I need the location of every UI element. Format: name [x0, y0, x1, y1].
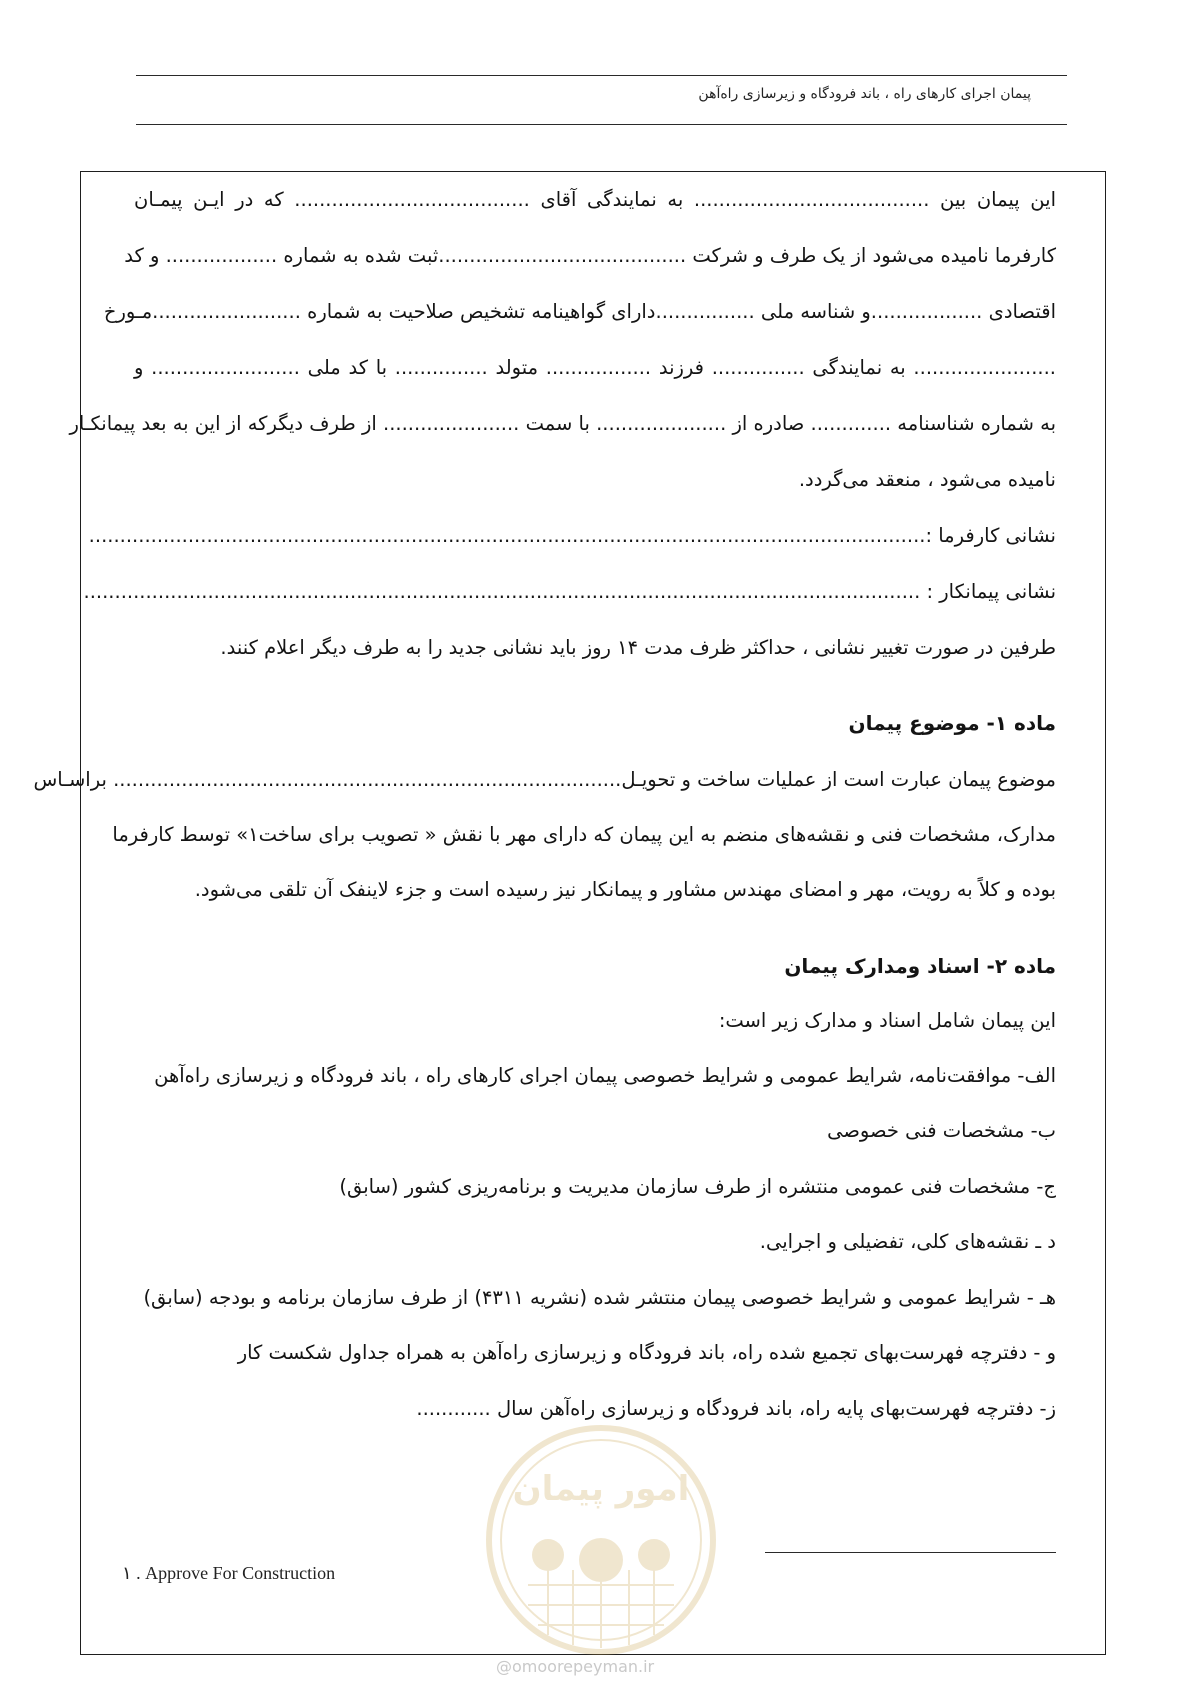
header-rule-top [136, 75, 1067, 76]
article-2-item-he: هـ - شرایط عمومی و شرایط خصوصی پیمان منتشر شده (نشریه ۴۳۱۱) از طرف سازمان برنامه و بودجه (سابق) [143, 1286, 1056, 1309]
article-2-item-alef: الف- موافقت‌نامه، شرایط عمومی و شرایط خصوصی پیمان اجرای کارهای راه ، باند فرودگاه و زیرسازی راه‌آهن [154, 1064, 1056, 1087]
running-header-title: پیمان اجرای کارهای راه ، باند فرودگاه و زیرسازی راه‌آهن [698, 86, 1031, 102]
footnote-rule [765, 1552, 1056, 1553]
intro-line-5: به شماره شناسنامه ............. صادره از ..................... با سمت ...................... از طرف دیگرکه از این به بعد پیمانکـار [69, 412, 1056, 435]
contractor-address [83, 572, 1056, 612]
employer-address-value: ....................................................................................................................................... [88, 524, 926, 547]
intro-line-3: اقتصادی ..................و شناسه ملی ................دارای گواهینامه تشخیص صلاحیت به شماره ........................مـورخ [103, 300, 1056, 323]
article-2-intro: این پیمان شامل اسناد و مدارک زیر است: [718, 1009, 1056, 1032]
intro-line-1: این پیمان بین ...................................... به نمایندگی آقای ...................................... که در ایـن پیمـان [134, 188, 1056, 211]
watermark-site: @omoorepeyman.ir [496, 1657, 655, 1676]
watermark-seal-logo [468, 1420, 734, 1660]
intro-line-2: کارفرما نامیده می‌شود از یک طرف و شرکت ........................................ثبت شده به شماره .................. و کد [124, 244, 1056, 267]
article-2-heading: ماده ۲- اسناد ومدارک پیمان [784, 954, 1056, 978]
article-1-line-3: بوده و کلاً به رویت، مهر و امضای مهندس مشاور و پیمانکار نیز رسیده است و جزء لاینفک آن تلقی می‌شود. [194, 878, 1056, 901]
article-2-item-jim: ج- مشخصات فنی عمومی منتشره از طرف سازمان مدیریت و برنامه‌ریزی کشور (سابق) [339, 1175, 1056, 1198]
address-change-note: طرفین در صورت تغییر نشانی ، حداکثر ظرف مدت ۱۴ روز باید نشانی جدید را به طرف دیگر اعلام کنند. [220, 636, 1056, 659]
intro-line-6: نامیده می‌شود ، منعقد می‌گردد. [798, 468, 1056, 491]
article-2-item-dal: د ـ نقشه‌های کلی، تفضیلی و اجرایی. [759, 1230, 1056, 1253]
contractor-address-label: نشانی پیمانکار : [926, 580, 1056, 603]
article-2-item-vav: و - دفترچه فهرست‌بهای تجمیع شده راه، باند فرودگاه و زیرسازی راه‌آهن به همراه جداول شکست کار [237, 1341, 1056, 1364]
watermark-seal-text: امور پیمان [512, 1469, 690, 1509]
employer-address [88, 516, 1056, 556]
footnote: ۱ . Approve For Construction [122, 1563, 336, 1583]
article-1-heading: ماده ۱- موضوع پیمان [848, 711, 1056, 735]
employer-address-label: نشانی کارفرما : [925, 524, 1056, 547]
article-1-line-1: موضوع پیمان عبارت است از عملیات ساخت و تحویـل.................................................................................. براسـاس [33, 768, 1056, 791]
article-2-item-ze: ز- دفترچه فهرست‌بهای پایه راه، باند فرودگاه و زیرسازی راه‌آهن سال ............ [416, 1397, 1056, 1420]
contractor-address-value: ....................................................................................................................................... [83, 580, 921, 603]
intro-line-4: ....................... به نمایندگی ............... فرزند ................. متولد ............... با کد ملی ........................ و [134, 356, 1056, 379]
article-2-item-be: ب- مشخصات فنی خصوصی [827, 1119, 1056, 1142]
article-1-line-2: مدارک، مشخصات فنی و نقشه‌های منضم به این پیمان که دارای مهر با نقش « تصویب برای ساخت۱» توسط کارفرما [112, 823, 1056, 846]
header-rule-bottom [136, 124, 1067, 125]
